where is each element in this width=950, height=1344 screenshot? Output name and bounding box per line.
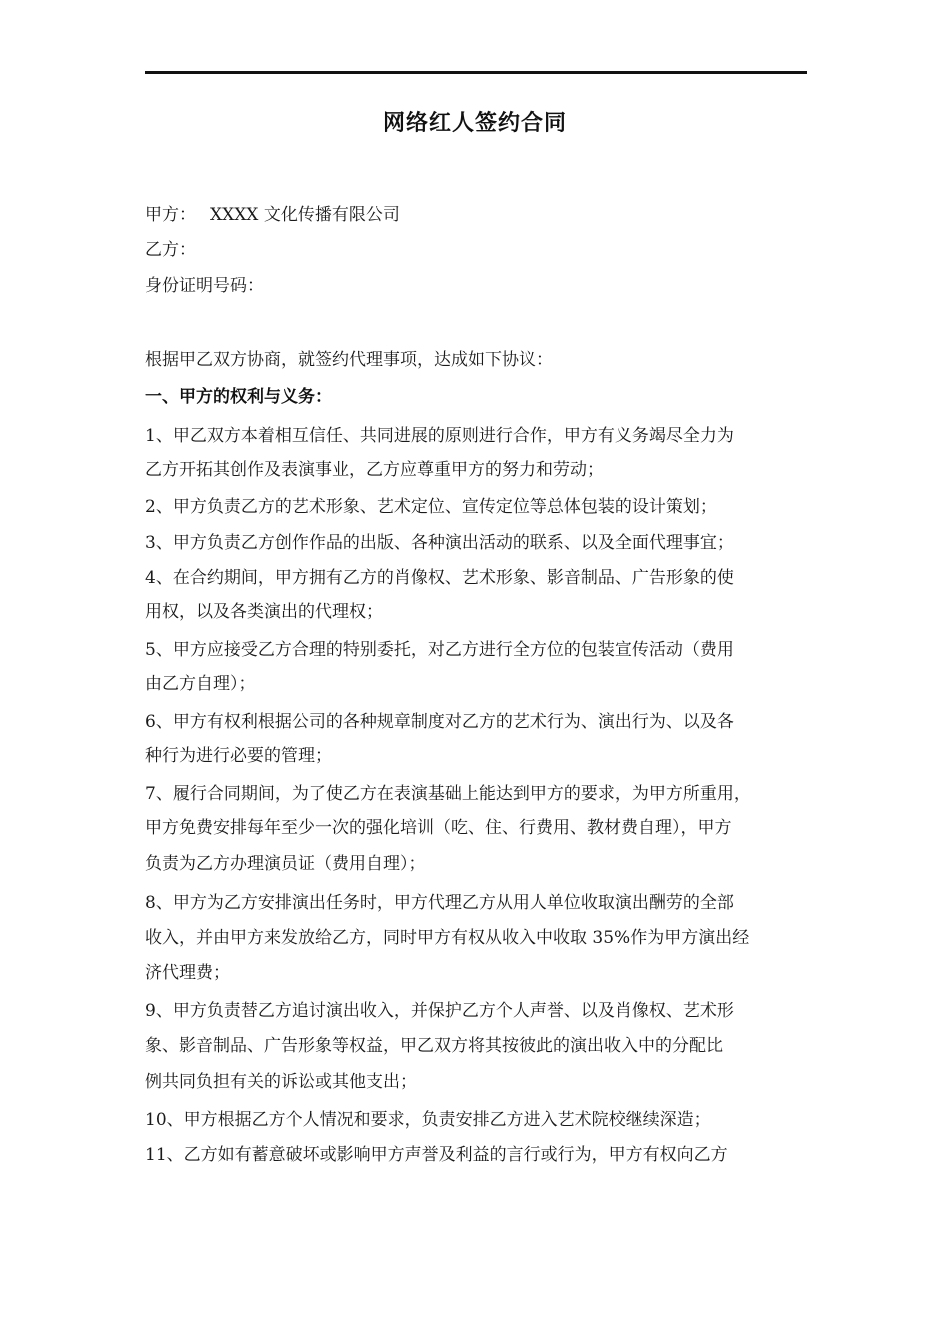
clause-line: 乙方开拓其创作及表演事业，乙方应尊重甲方的努力和劳动； [145,460,604,480]
clause-line: 收入，并由甲方来发放给乙方，同时甲方有权从收入中收取 35%作为甲方演出经 [145,928,750,948]
clause-line: 甲方免费安排每年至少一次的强化培训（吃、住、行费用、教材费自理），甲方 [145,818,732,838]
clause-line: 种行为进行必要的管理； [145,746,332,766]
clause-line: 3、甲方负责乙方创作作品的出版、各种演出活动的联系、以及全面代理事宜； [145,533,734,553]
clause-line: 8、甲方为乙方安排演出任务时，甲方代理乙方从用人单位收取演出酬劳的全部 [145,893,734,913]
section-heading: 一、甲方的权利与义务： [145,387,332,407]
party-a-label: 甲方： [145,205,196,225]
clause-line: 1、甲乙双方本着相互信任、共同进展的原则进行合作，甲方有义务竭尽全力为 [145,426,734,446]
clause-line: 6、甲方有权利根据公司的各种规章制度对乙方的艺术行为、演出行为、以及各 [145,712,734,732]
header-rule [145,71,807,74]
clause-line: 2、甲方负责乙方的艺术形象、艺术定位、宣传定位等总体包装的设计策划； [145,497,717,517]
party-b-label: 乙方： [145,240,196,260]
party-a-line [145,203,400,227]
clause-line: 11、乙方如有蓄意破坏或影响甲方声誉及利益的言行或行为，甲方有权向乙方 [145,1145,728,1165]
clause-line: 负责为乙方办理演员证（费用自理）； [145,854,426,874]
clause-line: 4、在合约期间，甲方拥有乙方的肖像权、艺术形象、影音制品、广告形象的使 [145,568,734,588]
clause-line: 7、履行合同期间，为了使乙方在表演基础上能达到甲方的要求，为甲方所重用， [145,784,751,804]
clause-line: 5、甲方应接受乙方合理的特别委托，对乙方进行全方位的包装宣传活动（费用 [145,640,734,660]
clause-line: 例共同负担有关的诉讼或其他支出； [145,1072,417,1092]
intro-paragraph: 根据甲乙双方协商，就签约代理事项，达成如下协议： [145,350,553,370]
clause-line: 用权，以及各类演出的代理权； [145,602,383,622]
id-number-label: 身份证明号码： [145,276,264,296]
clause-line: 9、甲方负责替乙方追讨演出收入，并保护乙方个人声誉、以及肖像权、艺术形 [145,1001,734,1021]
document-title: 网络红人签约合同 [382,111,567,136]
clause-line: 10、甲方根据乙方个人情况和要求，负责安排乙方进入艺术院校继续深造； [145,1110,711,1130]
clause-line: 济代理费； [145,963,230,983]
party-a-name: XXXX 文化传播有限公司 [210,205,400,225]
clause-line: 由乙方自理）； [145,674,256,694]
clause-line: 象、影音制品、广告形象等权益，甲乙双方将其按彼此的演出收入中的分配比 [145,1036,723,1056]
